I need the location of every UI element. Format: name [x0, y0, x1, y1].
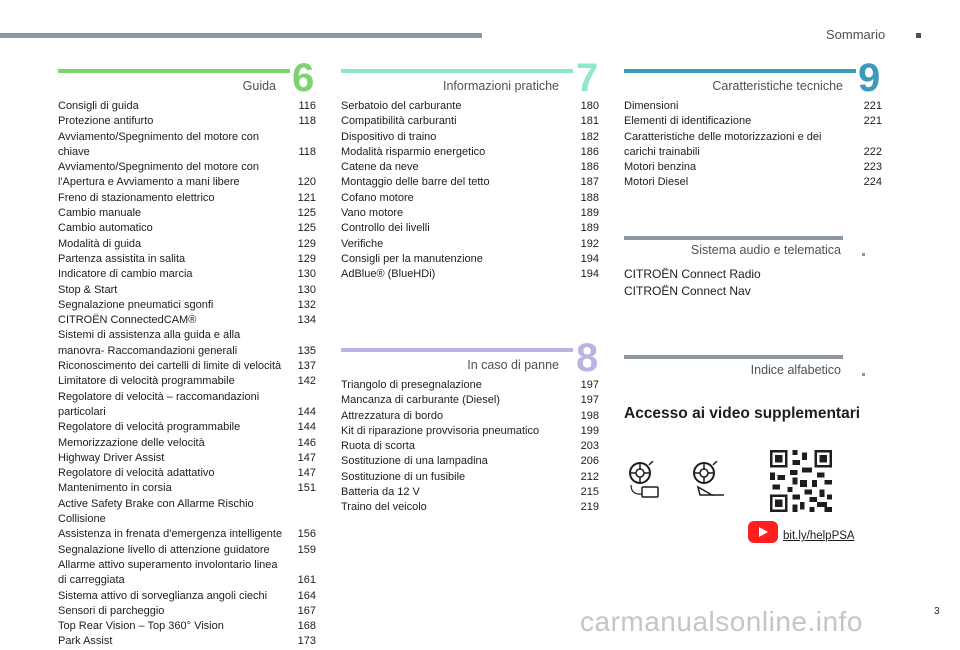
toc-entry[interactable]: [341, 160, 599, 175]
toc-entry-title: Motori benzina: [624, 161, 697, 174]
toc-entry-page: 194: [580, 252, 599, 265]
toc-entry-page: 164: [297, 589, 316, 602]
toc-entry-page: 180: [580, 100, 599, 112]
toc-entry[interactable]: [58, 313, 316, 328]
toc-entry[interactable]: [58, 543, 316, 558]
toc-entry-page: 156: [297, 528, 316, 541]
toc-entry-title: Traino del veicolo: [341, 501, 427, 514]
toc-entry-page: 129: [297, 252, 316, 265]
toc-entry-title: Modalità di guida: [58, 237, 142, 250]
toc-entry-title: Serbatoio del carburante: [341, 100, 462, 112]
toc-entry-page: 167: [297, 604, 316, 617]
toc-entry-title: Montaggio delle barre del tetto: [341, 176, 490, 189]
toc-entry-title: Riconoscimento dei cartelli di limite di velocità: [58, 360, 282, 373]
toc-entry-page: 144: [297, 405, 316, 418]
toc-entry-page: 206: [580, 455, 599, 468]
page-number: 3: [934, 606, 940, 617]
toc-entry-page: 221: [863, 115, 882, 128]
toc-entry-title: Limitatore di velocità programmabile: [58, 375, 235, 388]
section-caratteristiche-number: 9: [858, 56, 881, 100]
toc-entry[interactable]: [58, 252, 316, 267]
toc-entry-page: 129: [297, 237, 316, 250]
toc-entry[interactable]: [58, 191, 316, 206]
toc-entry-page: 118: [298, 145, 316, 158]
audio-item-nav: CITROËN Connect Nav: [624, 284, 751, 298]
toc-entry[interactable]: [58, 436, 316, 451]
toc-entry-title: Cambio manuale: [58, 207, 142, 220]
toc-entry-page: 151: [297, 482, 316, 495]
section-informazioni-number: 7: [576, 56, 599, 100]
toc-entry-page: 159: [297, 543, 316, 556]
toc-entry-title: Stop & Start: [58, 283, 118, 296]
toc-entry-title: Triangolo di presegnalazione: [341, 379, 482, 391]
toc-entry-page: 134: [297, 314, 316, 327]
header-marker: [916, 33, 921, 38]
tyre-repair-kit-icon: [627, 461, 663, 501]
toc-entry-title: Cambio automatico: [58, 222, 153, 235]
toc-entry-page: 194: [580, 268, 599, 281]
toc-entry-page: 212: [580, 470, 599, 483]
toc-entry[interactable]: [341, 99, 599, 114]
toc-entry-title: Segnalazione livello di attenzione guidatore: [58, 543, 270, 556]
toc-entry[interactable]: [341, 237, 599, 252]
section-guida-line: [58, 69, 290, 73]
toc-entry-page: 199: [580, 424, 599, 437]
toc-entry[interactable]: [624, 130, 882, 161]
toc-entry-title: Controllo dei livelli: [341, 222, 430, 235]
spare-wheel-icon: [690, 461, 726, 501]
toc-entry-title: Modalità risparmio energetico: [341, 145, 486, 158]
toc-entry-page: 121: [297, 191, 316, 204]
toc-entry-page: 173: [297, 635, 316, 648]
toc-entry[interactable]: [58, 527, 316, 542]
toc-entry-page: 130: [297, 268, 316, 281]
toc-entry-title: Ruota di scorta: [341, 440, 415, 453]
toc-entry[interactable]: [624, 114, 882, 129]
toc-entry-title: Partenza assistita in salita: [58, 252, 186, 265]
toc-entry[interactable]: [624, 99, 882, 114]
toc-entry-page: 222: [863, 145, 882, 158]
toc-entry-title: Catene da neve: [341, 161, 419, 174]
section-audio-title: Sistema audio e telematica: [690, 243, 841, 257]
toc-entry-title: Dispositivo di traino: [341, 130, 437, 143]
toc-entry[interactable]: [341, 191, 599, 206]
toc-entry[interactable]: [58, 328, 316, 359]
toc-entry-title: Avviamento/Spegnimento del motore con l'Apertura e Avviamento a mani libere: [58, 161, 259, 189]
toc-entry-page: 219: [580, 501, 599, 514]
toc-entry[interactable]: [58, 481, 316, 496]
toc-entry-title: Sistemi di assistenza alla guida e alla manovra- Raccomandazioni generali: [58, 329, 241, 357]
section-indice-title: Indice alfabetico: [750, 363, 841, 377]
toc-entry-page: 186: [580, 145, 599, 158]
toc-entry[interactable]: [341, 470, 599, 485]
section-informazioni-title: Informazioni pratiche: [442, 79, 559, 93]
toc-entry-title: Vano motore: [341, 207, 404, 220]
toc-entry-page: 198: [580, 409, 599, 422]
toc-entry-page: 188: [580, 191, 599, 204]
toc-entry[interactable]: [341, 175, 599, 190]
audio-list: [624, 266, 761, 300]
toc-entry[interactable]: [58, 466, 316, 481]
toc-entry-page: 144: [297, 421, 316, 434]
toc-entry[interactable]: [341, 206, 599, 221]
toc-entry-title: Sostituzione di una lampadina: [341, 455, 488, 468]
toc-entry-title: Consigli di guida: [58, 100, 139, 112]
toc-entry[interactable]: [58, 619, 316, 634]
toc-entry-page: 142: [297, 375, 316, 388]
toc-entry-title: Segnalazione pneumatici sgonfi: [58, 298, 214, 311]
toc-entry[interactable]: [58, 99, 316, 114]
toc-entry-title: Regolatore di velocità adattativo: [58, 467, 215, 480]
section-guida-number: 6: [292, 56, 315, 100]
toc-entry-title: Kit di riparazione provvisoria pneumatico: [341, 424, 540, 437]
toc-entry[interactable]: [341, 409, 599, 424]
toc-entry-title: Motori Diesel: [624, 176, 689, 189]
toc-entry[interactable]: [58, 390, 316, 421]
page-header-title: Sommario: [826, 27, 886, 42]
toc-entry-page: 147: [297, 467, 316, 480]
toc-entry-page: 120: [297, 176, 316, 189]
toc-entry-title: CITROËN ConnectedCAM®: [58, 314, 197, 327]
toc-entry[interactable]: [341, 114, 599, 129]
toc-entry-title: Indicatore di cambio marcia: [58, 268, 193, 281]
video-link[interactable]: bit.ly/helpPSA: [783, 530, 855, 542]
toc-entry[interactable]: [341, 130, 599, 145]
toc-entry[interactable]: [58, 160, 316, 191]
toc-entry[interactable]: [341, 454, 599, 469]
toc-entry[interactable]: [58, 420, 316, 435]
section-panne-title: In caso di panne: [467, 358, 559, 372]
section-informazioni-line: [341, 69, 573, 73]
toc-entry-page: 161: [297, 574, 316, 587]
toc-entry-title: Dimensioni: [624, 100, 679, 112]
section-caratteristiche-line: [624, 69, 856, 73]
toc-entry[interactable]: [58, 634, 316, 649]
toc-entry-page: 181: [580, 115, 599, 128]
toc-entry[interactable]: [58, 589, 316, 604]
watermark: carmanualsonline.info: [580, 606, 863, 637]
toc-entry-title: Attrezzatura di bordo: [341, 409, 444, 422]
section-panne-number: 8: [576, 336, 599, 380]
toc-entry-title: Protezione antifurto: [58, 115, 154, 128]
toc-entry[interactable]: [341, 145, 599, 160]
toc-entry-page: 146: [297, 436, 316, 449]
toc-entry[interactable]: [341, 378, 599, 393]
youtube-icon[interactable]: [748, 521, 778, 543]
toc-entry-page: 197: [580, 394, 599, 407]
toc-entry-title: Mancanza di carburante (Diesel): [341, 394, 500, 407]
toc-entry[interactable]: [341, 424, 599, 439]
toc-entry-title: Regolatore di velocità programmabile: [58, 421, 241, 434]
toc-entry-title: Regolatore di velocità – raccomandazioni particolari: [58, 390, 260, 418]
toc-entry-title: Top Rear Vision – Top 360° Vision: [58, 620, 224, 633]
toc-entry-title: Memorizzazione delle velocità: [58, 436, 205, 449]
toc-entry[interactable]: [341, 252, 599, 267]
toc-entry[interactable]: [341, 267, 599, 282]
toc-entry-page: 137: [297, 360, 316, 373]
toc-entry-page: 147: [297, 451, 316, 464]
section-guida-title: Guida: [242, 79, 276, 93]
toc-informazioni: [341, 99, 599, 283]
toc-entry[interactable]: [58, 374, 316, 389]
toc-entry-page: 125: [297, 207, 316, 220]
toc-caratteristiche: [624, 99, 882, 191]
toc-entry-page: 215: [580, 486, 599, 499]
toc-entry-page: 221: [863, 100, 882, 112]
toc-entry[interactable]: [58, 359, 316, 374]
toc-entry[interactable]: [58, 497, 316, 528]
toc-entry-title: Sistema attivo di sorveglianza angoli ciechi: [58, 589, 268, 602]
toc-entry-title: Mantenimento in corsia: [58, 482, 172, 495]
section-panne-line: [341, 348, 573, 352]
toc-entry-title: Sensori di parcheggio: [58, 604, 165, 617]
toc-entry-title: Consigli per la manutenzione: [341, 252, 483, 265]
toc-entry[interactable]: [341, 500, 599, 515]
toc-entry[interactable]: [58, 130, 316, 161]
toc-guida: [58, 99, 316, 650]
toc-entry-title: Allarme attivo superamento involontario linea di carreggiata: [58, 558, 278, 587]
toc-entry-title: Park Assist: [58, 635, 113, 648]
toc-entry[interactable]: [58, 237, 316, 252]
toc-entry-page: 224: [863, 176, 882, 189]
toc-entry-page: 189: [580, 222, 599, 235]
toc-entry-page: 168: [297, 620, 316, 633]
toc-entry-page: 182: [580, 130, 599, 143]
toc-entry-title: Freno di stazionamento elettrico: [58, 191, 215, 204]
toc-entry[interactable]: [58, 558, 316, 589]
toc-entry[interactable]: [58, 604, 316, 619]
toc-entry-page: 189: [580, 207, 599, 220]
toc-entry-title: Elementi di identificazione: [624, 115, 752, 128]
toc-entry-title: Sostituzione di un fusibile: [341, 470, 466, 483]
toc-entry[interactable]: [58, 283, 316, 298]
toc-entry-page: 125: [297, 222, 316, 235]
toc-entry-title: Verifiche: [341, 237, 384, 250]
toc-entry-title: Caratteristiche delle motorizzazioni e dei carichi trainabili: [624, 130, 822, 158]
toc-entry-title: AdBlue® (BlueHDi): [341, 268, 436, 281]
toc-entry-page: 203: [580, 440, 599, 453]
toc-entry-title: Highway Driver Assist: [58, 451, 165, 464]
toc-entry-title: Active Safety Brake con Allarme Rischio Collisione: [58, 497, 254, 526]
toc-entry[interactable]: [58, 298, 316, 313]
toc-entry-page: 130: [297, 283, 316, 296]
toc-entry-title: Compatibilità carburanti: [341, 115, 457, 128]
toc-entry-title: Batteria da 12 V: [341, 486, 420, 499]
toc-entry-title: Cofano motore: [341, 191, 414, 204]
toc-entry-title: Avviamento/Spegnimento del motore con chiave: [58, 130, 259, 158]
toc-entry[interactable]: [341, 393, 599, 408]
toc-entry[interactable]: [58, 267, 316, 282]
section-audio-line: [624, 236, 843, 240]
section-indice-marker: [862, 373, 865, 376]
toc-panne: [341, 378, 599, 516]
qr-code[interactable]: [770, 450, 832, 512]
toc-entry[interactable]: [341, 439, 599, 454]
toc-entry[interactable]: [341, 221, 599, 236]
section-indice-line: [624, 355, 843, 359]
toc-entry[interactable]: [58, 206, 316, 221]
toc-entry-page: 118: [298, 115, 316, 128]
toc-entry-title: Assistenza in frenata d'emergenza intelligente: [58, 528, 283, 541]
toc-entry[interactable]: [624, 175, 882, 190]
toc-entry[interactable]: [58, 451, 316, 466]
toc-entry[interactable]: [58, 114, 316, 129]
toc-entry[interactable]: [341, 485, 599, 500]
toc-entry-page: 135: [297, 344, 316, 357]
toc-entry-page: 186: [580, 161, 599, 174]
toc-entry-page: 116: [298, 100, 316, 112]
toc-entry-page: 197: [580, 379, 599, 391]
section-caratteristiche-title: Caratteristiche tecniche: [712, 79, 843, 93]
toc-entry-page: 192: [580, 237, 599, 250]
toc-entry-page: 223: [863, 161, 882, 174]
toc-entry[interactable]: [624, 160, 882, 175]
audio-item-radio: CITROËN Connect Radio: [624, 267, 761, 281]
section-audio-marker: [862, 253, 865, 256]
toc-entry[interactable]: [58, 221, 316, 236]
video-section-title: Accesso ai video supplementari: [624, 405, 861, 422]
toc-entry-page: 187: [580, 176, 599, 189]
toc-entry-page: 132: [297, 298, 316, 311]
header-bar: [0, 33, 482, 38]
